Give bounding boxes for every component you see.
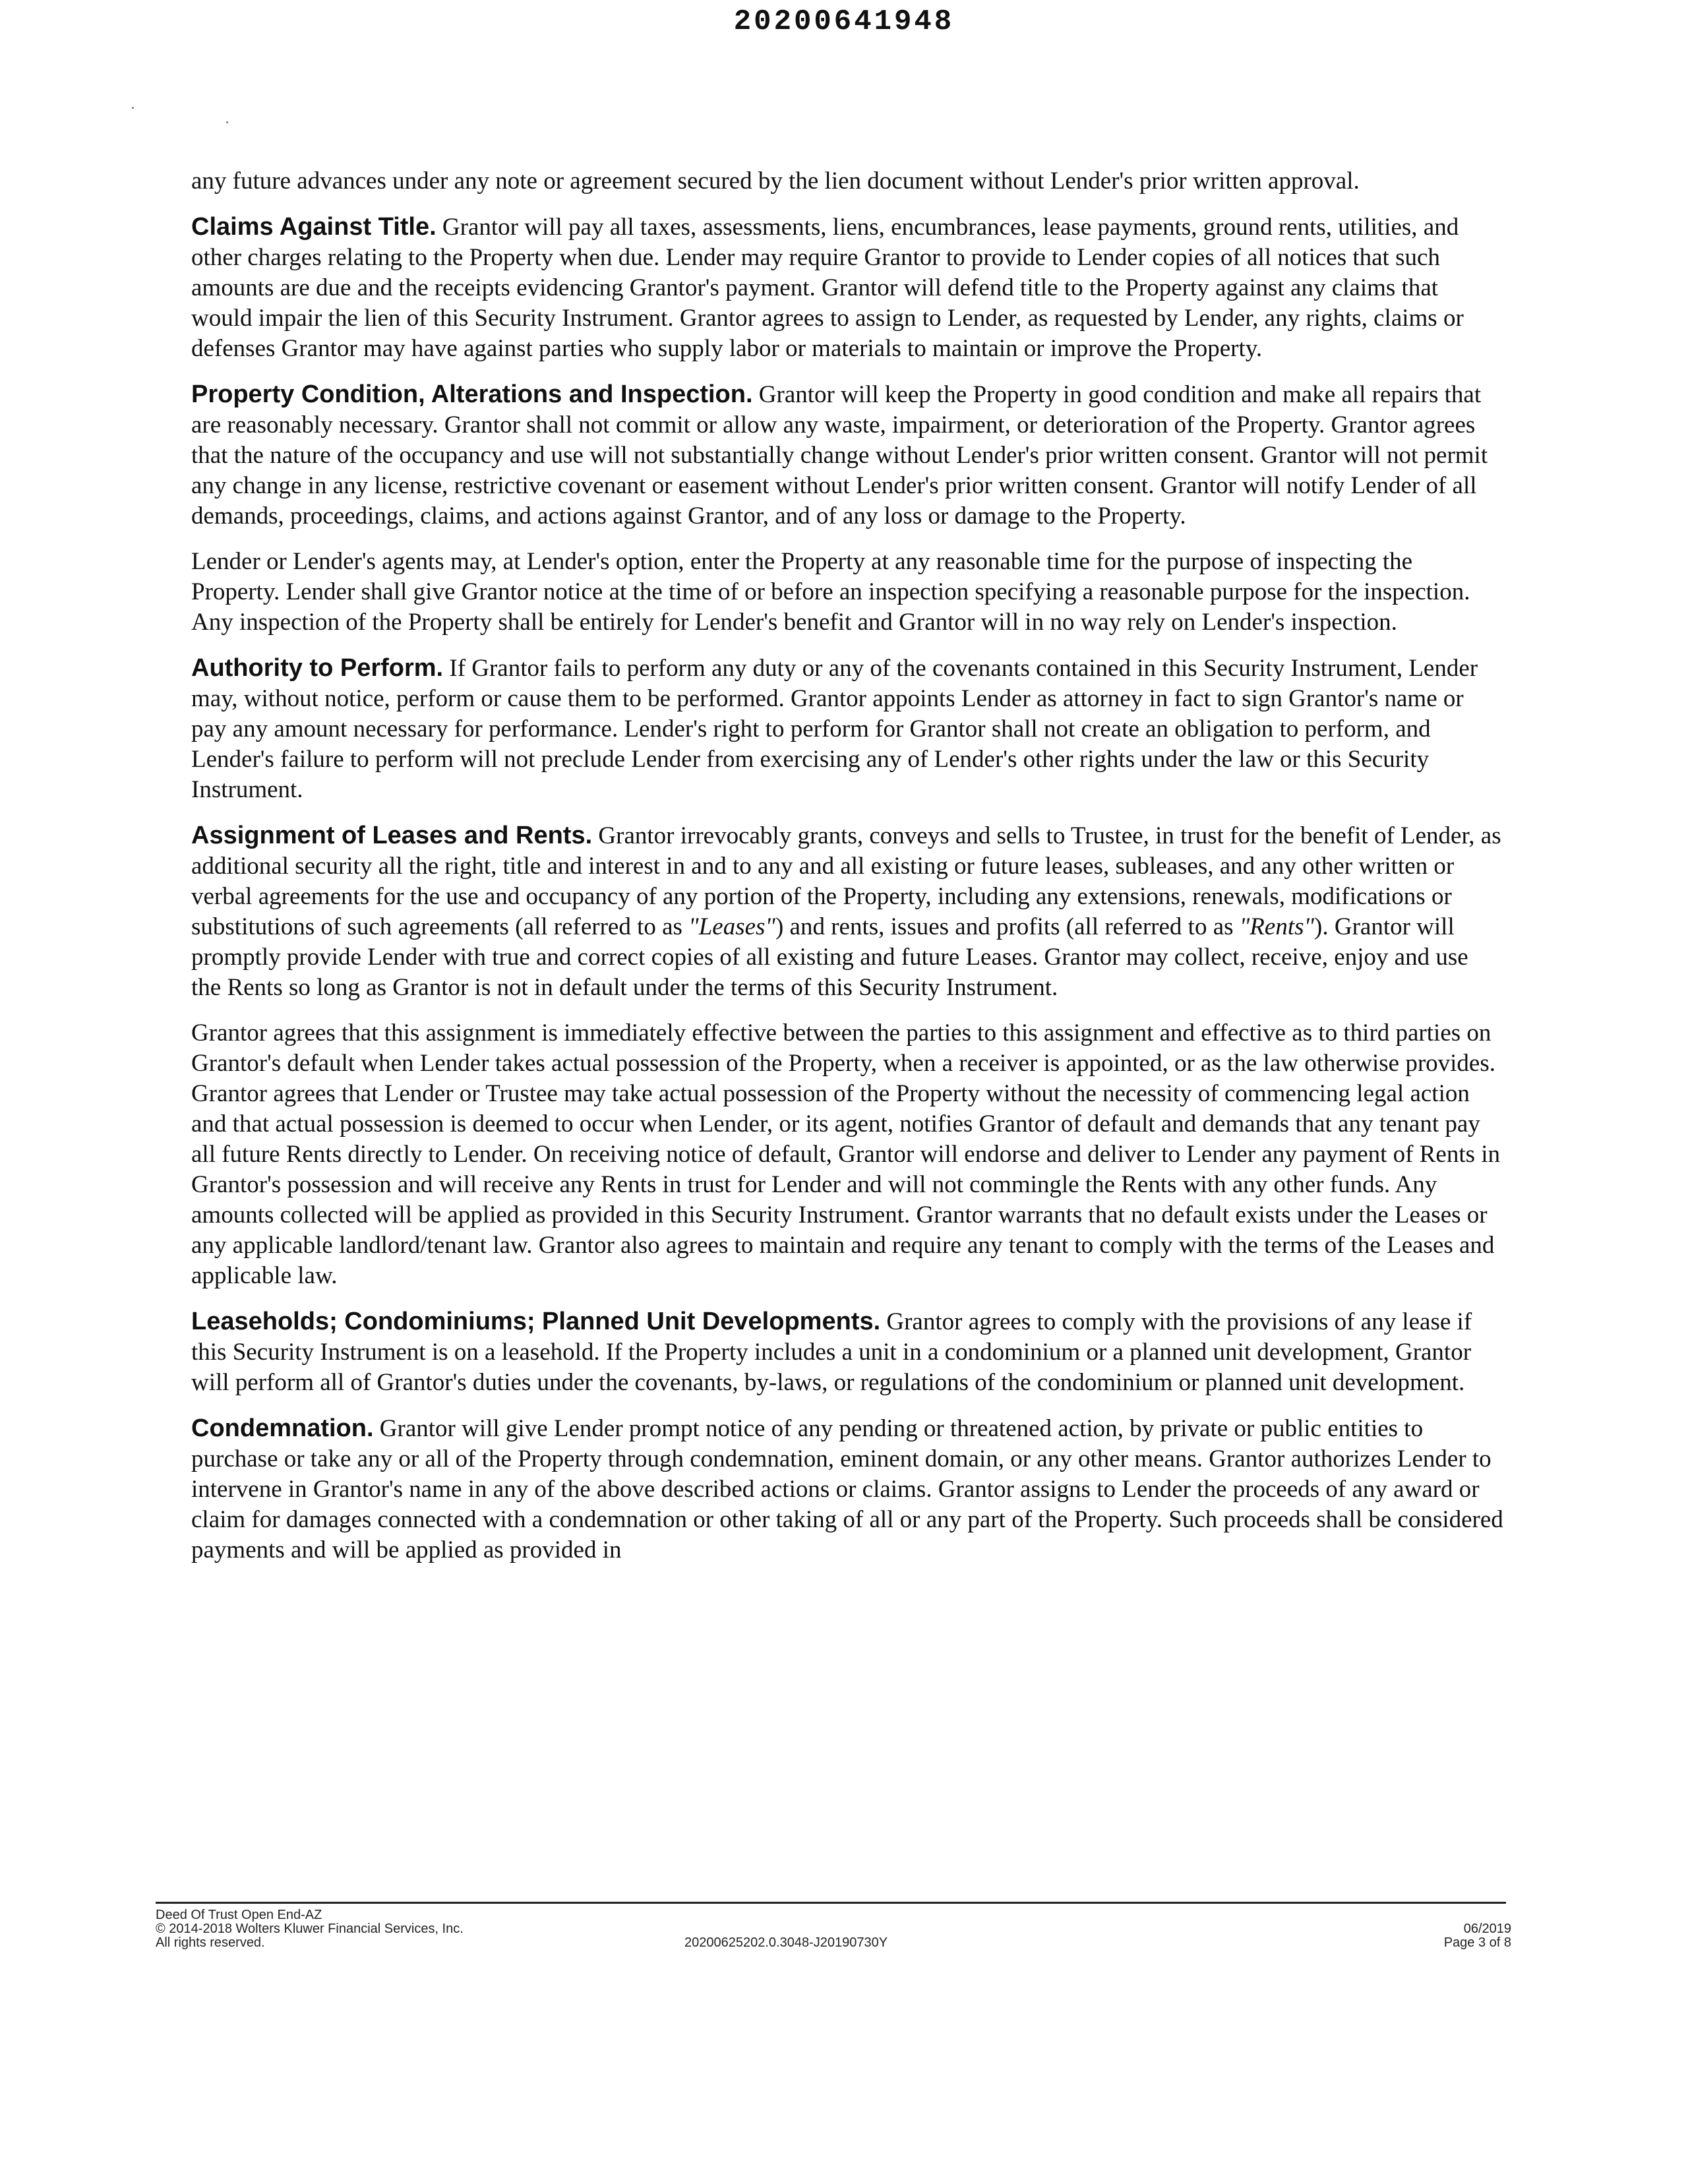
section-text: If Grantor fails to perform any duty or any of the covenants contained in this Security Instrument, Lender may, without notice, perform or cause them to be performed. Grantor appoints Lender as attorney in fact to sign Grantor's name or pay any amount necessary for performance. Lender's right to perform for Grantor shall not create an obligation to perform, and Lender's failure to perform will not preclude Lender from exercising any of Lender's other rights under the law or this Security Instrument. xyxy=(191,655,1478,803)
footer-divider xyxy=(156,1902,1506,1904)
section-heading: Claims Against Title. xyxy=(191,213,437,241)
section-heading: Leaseholds; Condominiums; Planned Unit Developments. xyxy=(191,1308,881,1335)
section-text: Grantor agrees to comply with the provisions of any lease if this Security Instrument is on a leasehold. If the Property includes a unit in a condominium or a planned unit development, Grantor will perform all of Grantor's duties under the covenants, by-laws, or regulations of the condominium or planned unit development. xyxy=(191,1308,1472,1396)
section-condemnation xyxy=(191,1413,1503,1565)
paragraph-assignment-effective: Grantor agrees that this assignment is immediately effective between the parties to this assignment and effective as to third parties on Grantor's default when Lender takes actual possession of the Property, when a receiver is appointed, or as the law otherwise provides. Grantor agrees that Lender or Trustee may take actual possession of the Property without the necessity of commencing legal action and that actual possession is deemed to occur when Lender, or its agent, notifies Grantor of default and demands that any tenant pay all future Rents directly to Lender. On receiving notice of default, Grantor will endorse and deliver to Lender any payment of Rents in Grantor's possession and will receive any Rents in trust for Lender and will not commingle the Rents with any other funds. Any amounts collected will be applied as provided in this Security Instrument. Grantor warrants that no default exists under the Leases or any applicable landlord/tenant law. Grantor also agrees to maintain and require any tenant to comply with the terms of the Leases and applicable law. xyxy=(191,1019,1501,1289)
paragraph-inspection: Lender or Lender's agents may, at Lender's option, enter the Property at any reasonable time for the purpose of inspecting the Property. Lender shall give Grantor notice at the time of or before an inspection specifying a reasonable purpose for the inspection. Any inspection of the Property shall be entirely for Lender's benefit and Grantor will in no way rely on Lender's inspection. xyxy=(191,548,1470,636)
recording-number: 20200641948 xyxy=(733,5,955,38)
section-text: ). Grantor will promptly provide Lender with true and correct copies of all existing and future Leases. Grantor may collect, receive, enjoy and use the Rents so long as Grantor is not in default under the terms of this Security Instrument. xyxy=(191,913,1468,1001)
section-text: Grantor will give Lender prompt notice of any pending or threatened action, by private or public entities to purchase or take any or all of the Property through condemnation, eminent domain, or any other means. Grantor authorizes Lender to intervene in Grantor's name in any of the above described actions or claims. Grantor assigns to Lender the proceeds of any award or claim for damages connected with a condemnation or other taking of all or any part of the Property. Such proceeds shall be considered payments and will be applied as provided in xyxy=(191,1415,1503,1563)
section-leaseholds xyxy=(191,1306,1503,1398)
section-heading: Authority to Perform. xyxy=(191,654,444,682)
footer-doc-code: 20200625202.0.3048-J20190730Y xyxy=(684,1935,888,1950)
section-claims-against-title xyxy=(191,212,1503,364)
defined-term-rents: "Rents" xyxy=(1239,913,1315,940)
section-assignment-of-leases xyxy=(191,820,1503,1003)
scan-speck xyxy=(132,107,134,109)
section-heading: Condemnation. xyxy=(191,1414,374,1442)
rights-notice: All rights reserved. xyxy=(156,1935,265,1950)
section-heading: Assignment of Leases and Rents. xyxy=(191,822,593,849)
section-text: Grantor irrevocably grants, conveys and sells to Trustee, in trust for the benefit of Lender, as additional security all the right, title and interest in and to any and all existing or future leases, subleases, and any other written or verbal agreements for the use and occupancy of any portion of the Property, including any extensions, renewals, modifications or substitutions of such agreements (all referred to as xyxy=(191,822,1501,940)
paragraph-continuation: any future advances under any note or agreement secured by the lien document without Lender's prior written approval. xyxy=(191,167,1360,195)
document-body xyxy=(191,166,1503,1581)
section-text: Grantor will pay all taxes, assessments, liens, encumbrances, lease payments, ground rents, utilities, and other charges relating to the Property when due. Lender may require Grantor to provide to Lender copies of all notices that such amounts are due and the receipts evidencing Grantor's payment. Grantor will defend title to the Property against any claims that would impair the lien of this Security Instrument. Grantor agrees to assign to Lender, as requested by Lender, any rights, claims or defenses Grantor may have against parties who supply labor or materials to maintain or improve the Property. xyxy=(191,214,1464,362)
scan-speck xyxy=(226,121,228,123)
section-text: Grantor will keep the Property in good condition and make all repairs that are reasonably necessary. Grantor shall not commit or allow any waste, impairment, or deterioration of the Property. Grantor agrees that the nature of the occupancy and use will not substantially change without Lender's prior written consent. Grantor will not permit any change in any license, restrictive covenant or easement without Lender's prior written consent. Grantor will notify Lender of all demands, proceedings, claims, and actions against Grantor, and of any loss or damage to the Property. xyxy=(191,381,1488,530)
footer-right xyxy=(1444,1922,1511,1950)
page-number: Page 3 of 8 xyxy=(1443,1935,1511,1950)
section-heading: Property Condition, Alterations and Inspection. xyxy=(191,380,753,408)
copyright-notice: © 2014-2018 Wolters Kluwer Financial Services, Inc. xyxy=(156,1922,464,1936)
section-text: ) and rents, issues and profits (all referred to as xyxy=(775,913,1240,940)
form-name: Deed Of Trust Open End-AZ xyxy=(156,1908,322,1922)
section-authority-to-perform xyxy=(191,653,1503,805)
defined-term-leases: "Leases" xyxy=(688,913,775,940)
form-date: 06/2019 xyxy=(1463,1922,1511,1936)
footer-left xyxy=(156,1908,464,1950)
section-property-condition xyxy=(191,379,1503,531)
